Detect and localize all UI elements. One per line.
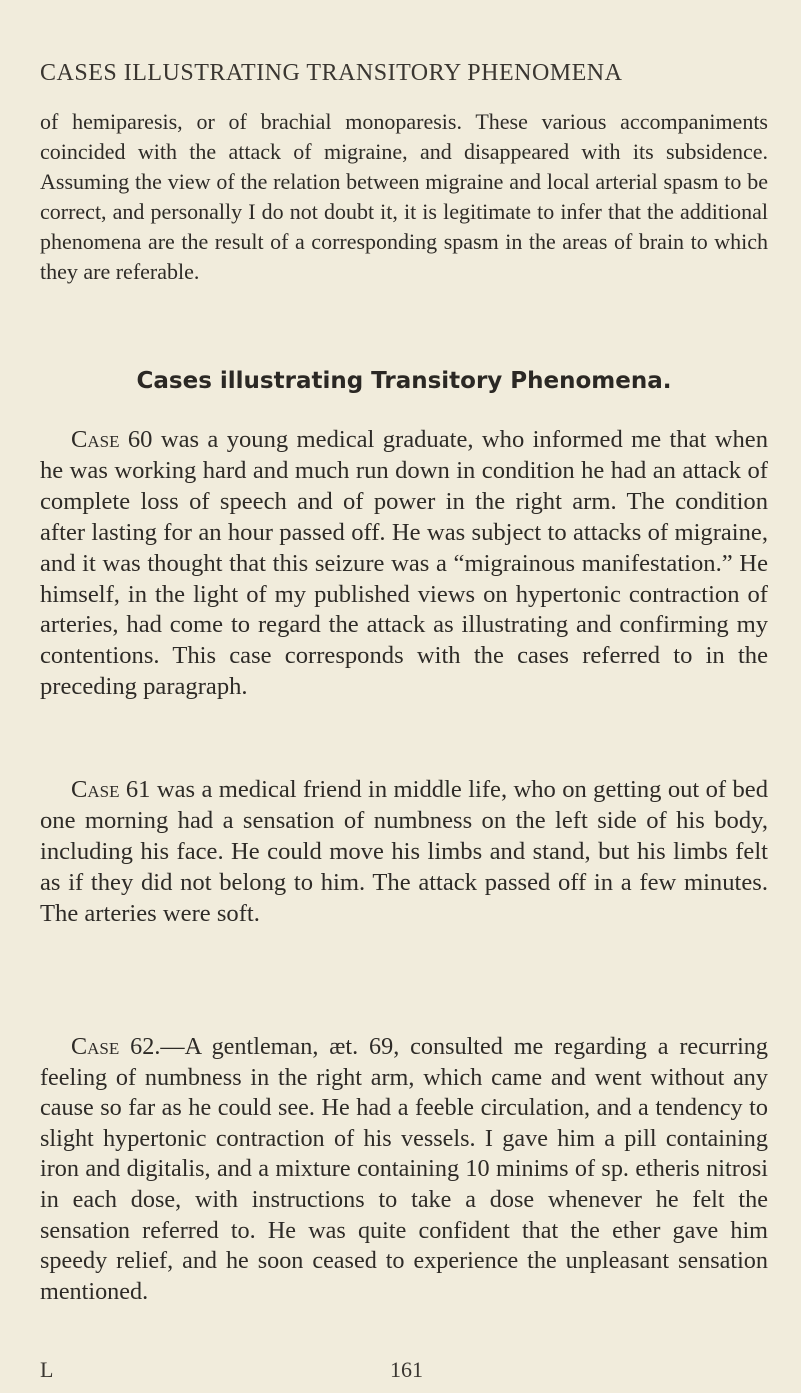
case-61-text: was a medical friend in middle life, who on getting out of bed one morning had a sensation of numbness on the left side of his body, including his face. He could move his limbs and stand, but his limbs felt as if they did not belong to him. The attack passed off in a few minutes. The arteries were soft. [40, 776, 768, 927]
case-62-paragraph [40, 1032, 768, 1307]
signature-mark: L [40, 1357, 54, 1382]
case-60-text: was a young medical graduate, who informed me that when he was working hard and much run down in condition he had an attack of complete loss of speech and of power in the right arm. The condition after lasting for an hour passed off. He was subject to attacks of migraine, and it was thought that this seizure was a “migrainous manifestation.” He himself, in the light of my published views on hypertonic contraction of arteries, had come to regard the attack as illustrating and confirming my contentions. This case corresponds with the cases referred to in the preceding paragraph. [40, 426, 768, 701]
case-60-label: Case 60 [71, 426, 153, 453]
section-heading: Cases illustrating Transitory Phenomena. [136, 368, 672, 394]
case-62-label: Case 62. [71, 1033, 161, 1060]
case-61-paragraph [40, 775, 768, 930]
case-60-paragraph [40, 425, 768, 703]
page-number: 161 [390, 1357, 423, 1382]
case-62-text: —A gentleman, æt. 69, consulted me regarding a recurring feeling of numbness in the right arm, which came and went without any cause so far as he could see. He had a feeble circulation, and a tendency to slight hypertonic contraction of his vessels. I gave him a pill containing iron and digitalis, and a mixture containing 10 minims of sp. etheris nitrosi in each dose, with instructions to take a dose whenever he felt the sensation referred to. He was quite confident that the ether gave him speedy relief, and he soon ceased to experience the unpleasant sensation mentioned. [40, 1033, 768, 1305]
paragraph-continued: of hemiparesis, or of brachial monoparesis. These various accompaniments coincided with the attack of migraine, and disappeared with its subsidence. Assuming the view of the relation between migraine and local arterial spasm to be correct, and personally I do not doubt it, it is legitimate to infer that the additional phenomena are the result of a corresponding spasm in the areas of brain to which they are referable. [40, 109, 768, 284]
case-61-label: Case 61 [71, 776, 151, 803]
running-head: CASES ILLUSTRATING TRANSITORY PHENOMENA [40, 60, 623, 86]
